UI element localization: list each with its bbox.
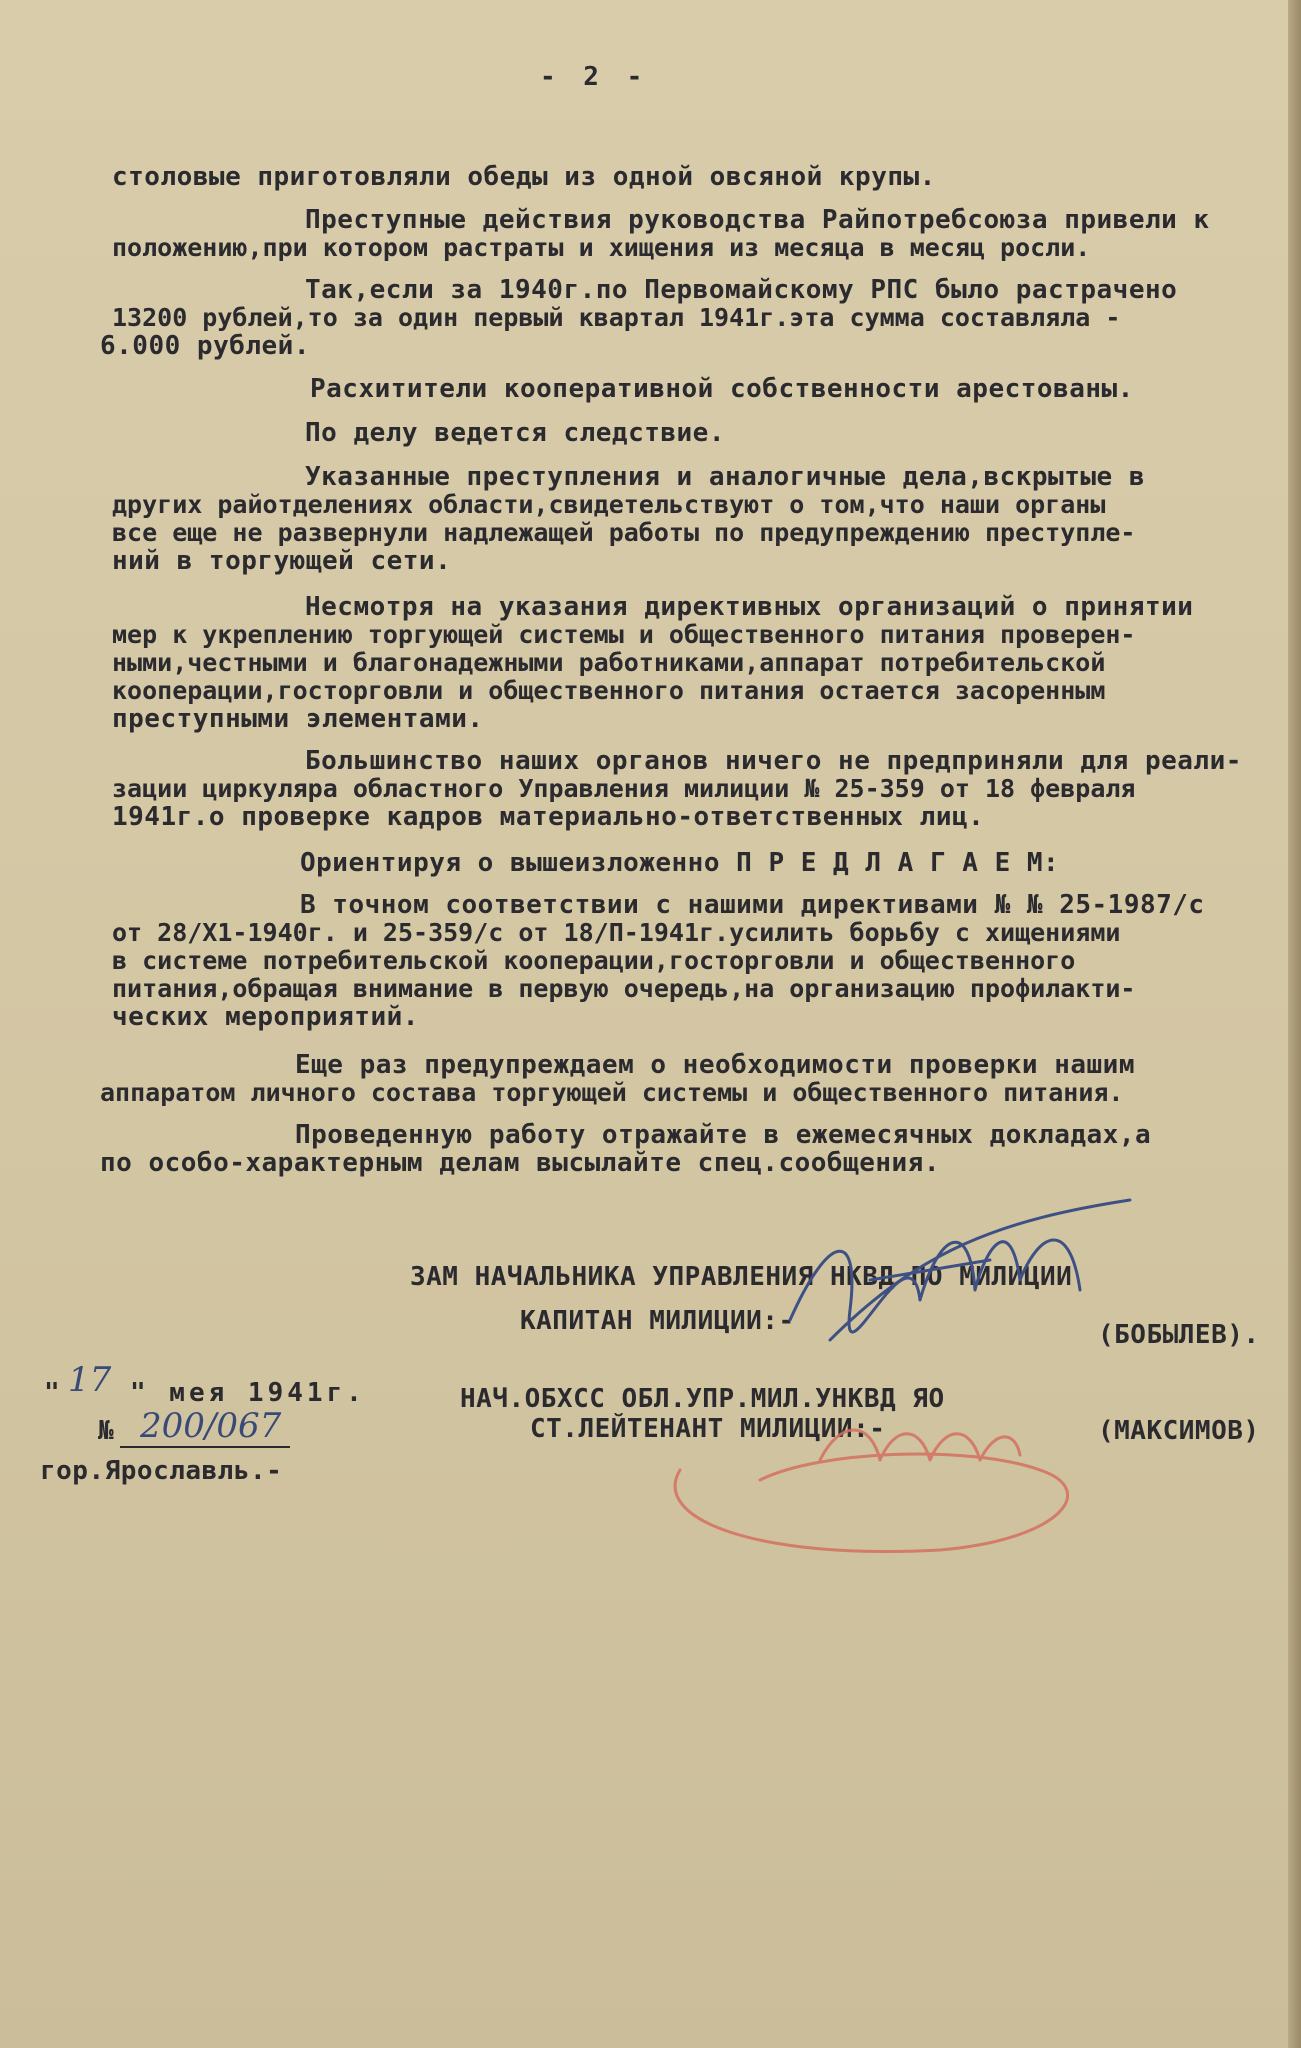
- paragraph-line: положению,при котором растраты и хищения из месяца в месяц росли.: [112, 233, 1091, 262]
- deputy-name: (БОБЫЛЕВ).: [1098, 1320, 1260, 1350]
- paragraph-line: Преступные действия руководства Райпотребсоюза привели к: [305, 205, 1210, 235]
- deputy-rank: КАПИТАН МИЛИЦИИ:-: [520, 1306, 795, 1336]
- doc-number-handwritten: 200/067: [140, 1406, 282, 1446]
- paragraph-line: мер к укреплению торгующей системы и общественного питания проверен-: [112, 620, 1136, 649]
- chief-signature-icon: [640, 1400, 1120, 1570]
- paragraph-line: от 28/Х1-1940г. и 25-359/с от 18/П-1941г.усилить борьбу с хищениями: [112, 918, 1121, 947]
- paragraph-line: Еще раз предупреждаем о необходимости проверки нашим: [295, 1050, 1135, 1080]
- date-day-handwritten: 17: [68, 1360, 112, 1400]
- paragraph-line: зации циркуляра областного Управления милиции № 25-359 от 18 февраля: [112, 774, 1136, 803]
- proposal-heading: Ориентируя о вышеизложенно П Р Е Д Л А Г А Е М:: [300, 848, 1060, 878]
- page-fold-edge: [1288, 0, 1301, 2048]
- paragraph-line: Так,если за 1940г.по Первомайскому РПС было растрачено: [305, 275, 1178, 305]
- paragraph-line: Расхитители кооперативной собственности арестованы.: [310, 374, 1134, 404]
- paragraph-line: Несмотря на указания директивных организаций о принятии: [305, 592, 1194, 622]
- doc-number-underline: [120, 1446, 290, 1448]
- date-month-year: " мея 1941г.: [130, 1378, 366, 1408]
- page-number: - 2 -: [540, 62, 649, 92]
- paragraph-line: преступными элементами.: [112, 704, 484, 734]
- paragraph-line: ными,честными и благонадежными работниками,аппарат потребительской: [112, 648, 1106, 677]
- paragraph-line: Указанные преступления и аналогичные дела,вскрытые в: [305, 462, 1145, 492]
- deputy-title: ЗАМ НАЧАЛЬНИКА УПРАВЛЕНИЯ НКВД ПО МИЛИЦИИ: [410, 1262, 1073, 1292]
- paragraph-line: питания,обращая внимание в первую очередь,на организацию профилакти-: [112, 974, 1136, 1003]
- paragraph-line: ческих мероприятий.: [112, 1002, 419, 1032]
- paragraph-line: 13200 рублей,то за один первый квартал 1941г.эта сумма составляла -: [112, 303, 1121, 332]
- paragraph-line: Проведенную работу отражайте в ежемесячных докладах,а: [295, 1120, 1152, 1150]
- paragraph-line: по особо-характерным делам высылайте спец.сообщения.: [100, 1148, 940, 1178]
- paragraph-line: кооперации,госторговли и общественного питания остается засоренным: [112, 676, 1106, 705]
- paragraph-line: В точном соответствии с нашими директивами № № 25-1987/с: [300, 890, 1205, 920]
- date-quote-open: ": [44, 1378, 61, 1408]
- paragraph-line: все еще не развернули надлежащей работы по предупреждению преступле-: [112, 518, 1136, 547]
- paragraph-line: По делу ведется следствие.: [305, 418, 725, 448]
- chief-name: (МАКСИМОВ): [1098, 1416, 1260, 1446]
- paragraph-line: 6.000 рублей.: [100, 331, 310, 361]
- paragraph-line: других райотделениях области,свидетельствуют о том,что наши органы: [112, 490, 1106, 519]
- paragraph-line: столовые приготовляли обеды из одной овсяной крупы.: [112, 162, 936, 192]
- paragraph-line: в системе потребительской кооперации,госторговли и общественного: [112, 946, 1076, 975]
- chief-rank: СТ.ЛЕЙТЕНАНТ МИЛИЦИИ:-: [530, 1414, 886, 1444]
- paragraph-line: ний в торгующей сети.: [112, 546, 452, 576]
- doc-number-label: №: [98, 1416, 115, 1446]
- paragraph-line: Большинство наших органов ничего не предприняли для реали-: [305, 746, 1242, 776]
- paragraph-line: 1941г.о проверке кадров материально-ответственных лиц.: [112, 802, 985, 832]
- chief-title: НАЧ.ОБХСС ОБЛ.УПР.МИЛ.УНКВД ЯО: [460, 1384, 945, 1414]
- deputy-signature-icon: [770, 1190, 1170, 1350]
- city-line: гор.Ярославль.-: [40, 1456, 283, 1486]
- paragraph-line: аппаратом личного состава торгующей системы и общественного питания.: [100, 1078, 1124, 1107]
